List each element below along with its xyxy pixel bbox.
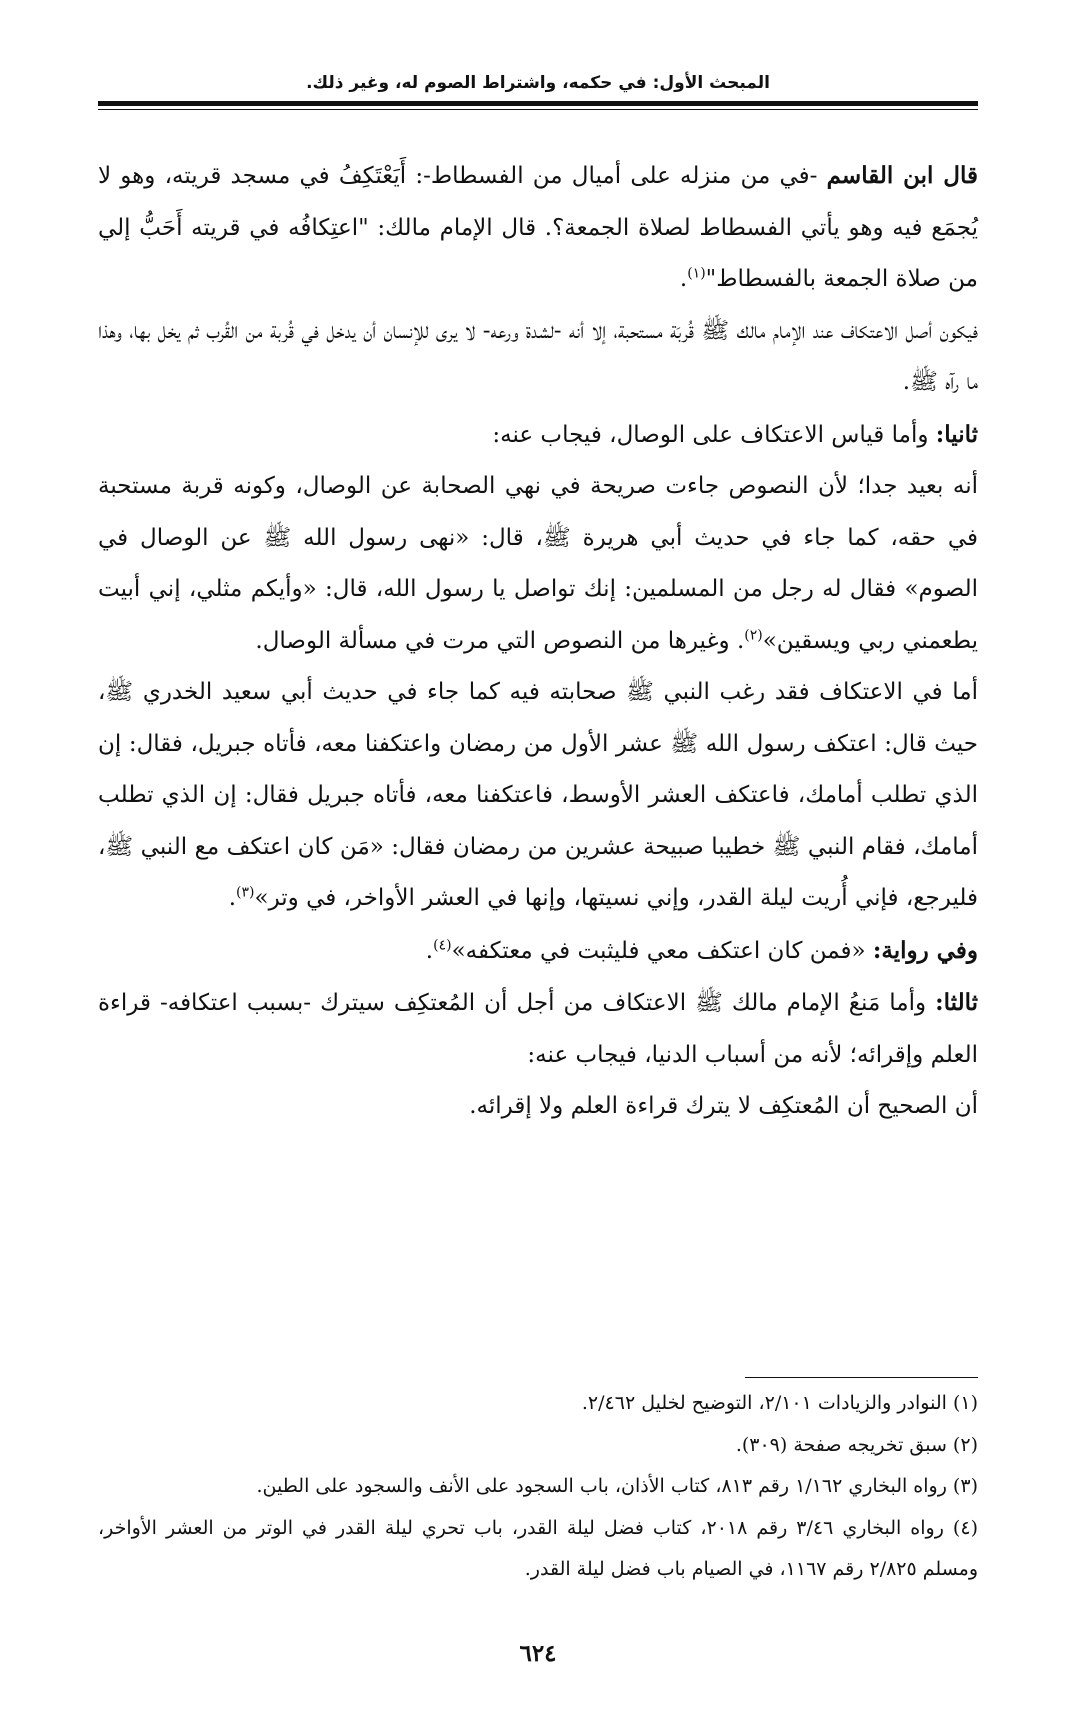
footnote-ref: (١): [687, 265, 706, 282]
running-header: المبحث الأول: في حكمه، واشتراط الصوم له، وغير ذلك.: [306, 73, 770, 93]
page-number: ٦٢٤: [519, 1640, 557, 1667]
paragraph-text: وأما قياس الاعتكاف على الوصال، فيجاب عنه:: [492, 421, 936, 448]
body-text: [98, 150, 978, 1133]
paragraph: [98, 667, 978, 925]
footnote-separator: [745, 1377, 978, 1378]
paragraph: [98, 409, 978, 462]
paragraph-text: وأما مَنعُ الإمام مالك ﷺ الاعتكاف من أجل أن المُعتكِف سيترك -بسبب اعتكافه- قراءة العلم وإقرائه؛ لأنه من أسباب الدنيا، فيجاب عنه:: [98, 990, 978, 1068]
paragraph-text: أما في الاعتكاف فقد رغب النبي ﷺ صحابته فيه كما جاء في حديث أبي سعيد الخدري ﷺ، حيث قال: اعتكف رسول الله ﷺ عشر الأول من رمضان واعتكفنا معه، فأتاه جبريل، فقال: إن الذي تطلب أمامك، فاعتكف العشر الأوسط، فاعتكفنا معه، فأتاه جبريل فقال: إن الذي تطلب أمامك، فقام النبي ﷺ خطيبا صبيحة عشرين من رمضان فقال: «مَن كان اعتكف مع النبي ﷺ، فليرجع، فإني أُريت ليلة القدر، وإني نسيتها، وإنها في العشر الأواخر، في وتر»: [98, 679, 978, 911]
footnote-ref: (٣): [236, 884, 255, 901]
paragraph-text: أنه بعيد جدا؛ لأن النصوص جاءت صريحة في نهي الصحابة عن الوصال، وكونه قربة مستحبة في حقه، كما جاء في حديث أبي هريرة ﷺ، قال: «نهى رسول الله ﷺ عن الوصال في الصوم» فقال له رجل من المسلمين: إنك تواصل يا رسول الله، قال: «وأيكم مثلي، إني أبيت يطعمني ربي ويسقين»: [98, 473, 978, 654]
paragraph-end: .: [228, 885, 237, 911]
footnote-item: (٢) سبق تخريجه صفحة (٣٠٩).: [735, 1433, 978, 1456]
paragraph: [98, 977, 978, 1081]
footnote-ref: (٢): [744, 626, 763, 643]
paragraph-lead: قال ابن القاسم: [826, 162, 978, 189]
paragraph-end: . وغيرها من النصوص التي مرت في مسألة الوصال.: [255, 627, 745, 654]
paragraph-end: .: [425, 937, 434, 964]
header-rule-thin: [98, 109, 978, 110]
paragraph-text: -في من منزله على أميال من الفسطاط-: أَيَعْتَكِفُ في مسجد قريته، وهو لا يُجمَع فيه وهو يأتي الفسطاط لصلاة الجمعة؟. قال الإمام مالك: "اعتِكافُه في قريته أَحَبُّ إلي من صلاة الجمعة بالفسطاط": [98, 163, 978, 292]
footnote-ref: (٤): [433, 936, 452, 953]
header-rule-thick: [98, 101, 978, 106]
paragraph-end: .: [679, 266, 688, 292]
footnotes: [98, 1383, 978, 1591]
paragraph: فيكون أصل الاعتكاف عند الإمام مالك ﷺ قُربَة مستحبة، إلا أنه -لشدة ورعه- لا يرى للإنسان أن يدخل في قُربة من القُرب ثم يخل بها، وهذا ما رآه ﷺ.: [98, 317, 978, 395]
paragraph: [98, 925, 978, 978]
paragraph-lead: وفي رواية:: [872, 936, 978, 964]
paragraph-lead: ثانيا:: [935, 420, 978, 448]
footnote-item: (٤) رواه البخاري ٣/٤٦ رقم ٢٠١٨، كتاب فضل ليلة القدر، باب تحري ليلة القدر في الوتر من العشر الأواخر، ومسلم ٢/٨٢٥ رقم ١١٦٧، في الصيام باب فضل ليلة القدر.: [98, 1516, 978, 1580]
footnote-item: (١) النوادر والزيادات ٢/١٠١، التوضيح لخليل ٢/٤٦٢.: [581, 1392, 978, 1414]
paragraph-lead: ثالثا:: [935, 989, 978, 1016]
paragraph: [98, 150, 978, 306]
paragraph-text: «فمن كان اعتكف معي فليثبت في معتكفه»: [451, 937, 873, 964]
paragraph: أن الصحيح أن المُعتكِف لا يترك قراءة العلم ولا إقرائه.: [469, 1093, 978, 1119]
footnote-item: (٣) رواه البخاري ١/١٦٢ رقم ٨١٣، كتاب الأذان، باب السجود على الأنف والسجود على الطين.: [256, 1475, 978, 1497]
paragraph: [98, 461, 978, 667]
